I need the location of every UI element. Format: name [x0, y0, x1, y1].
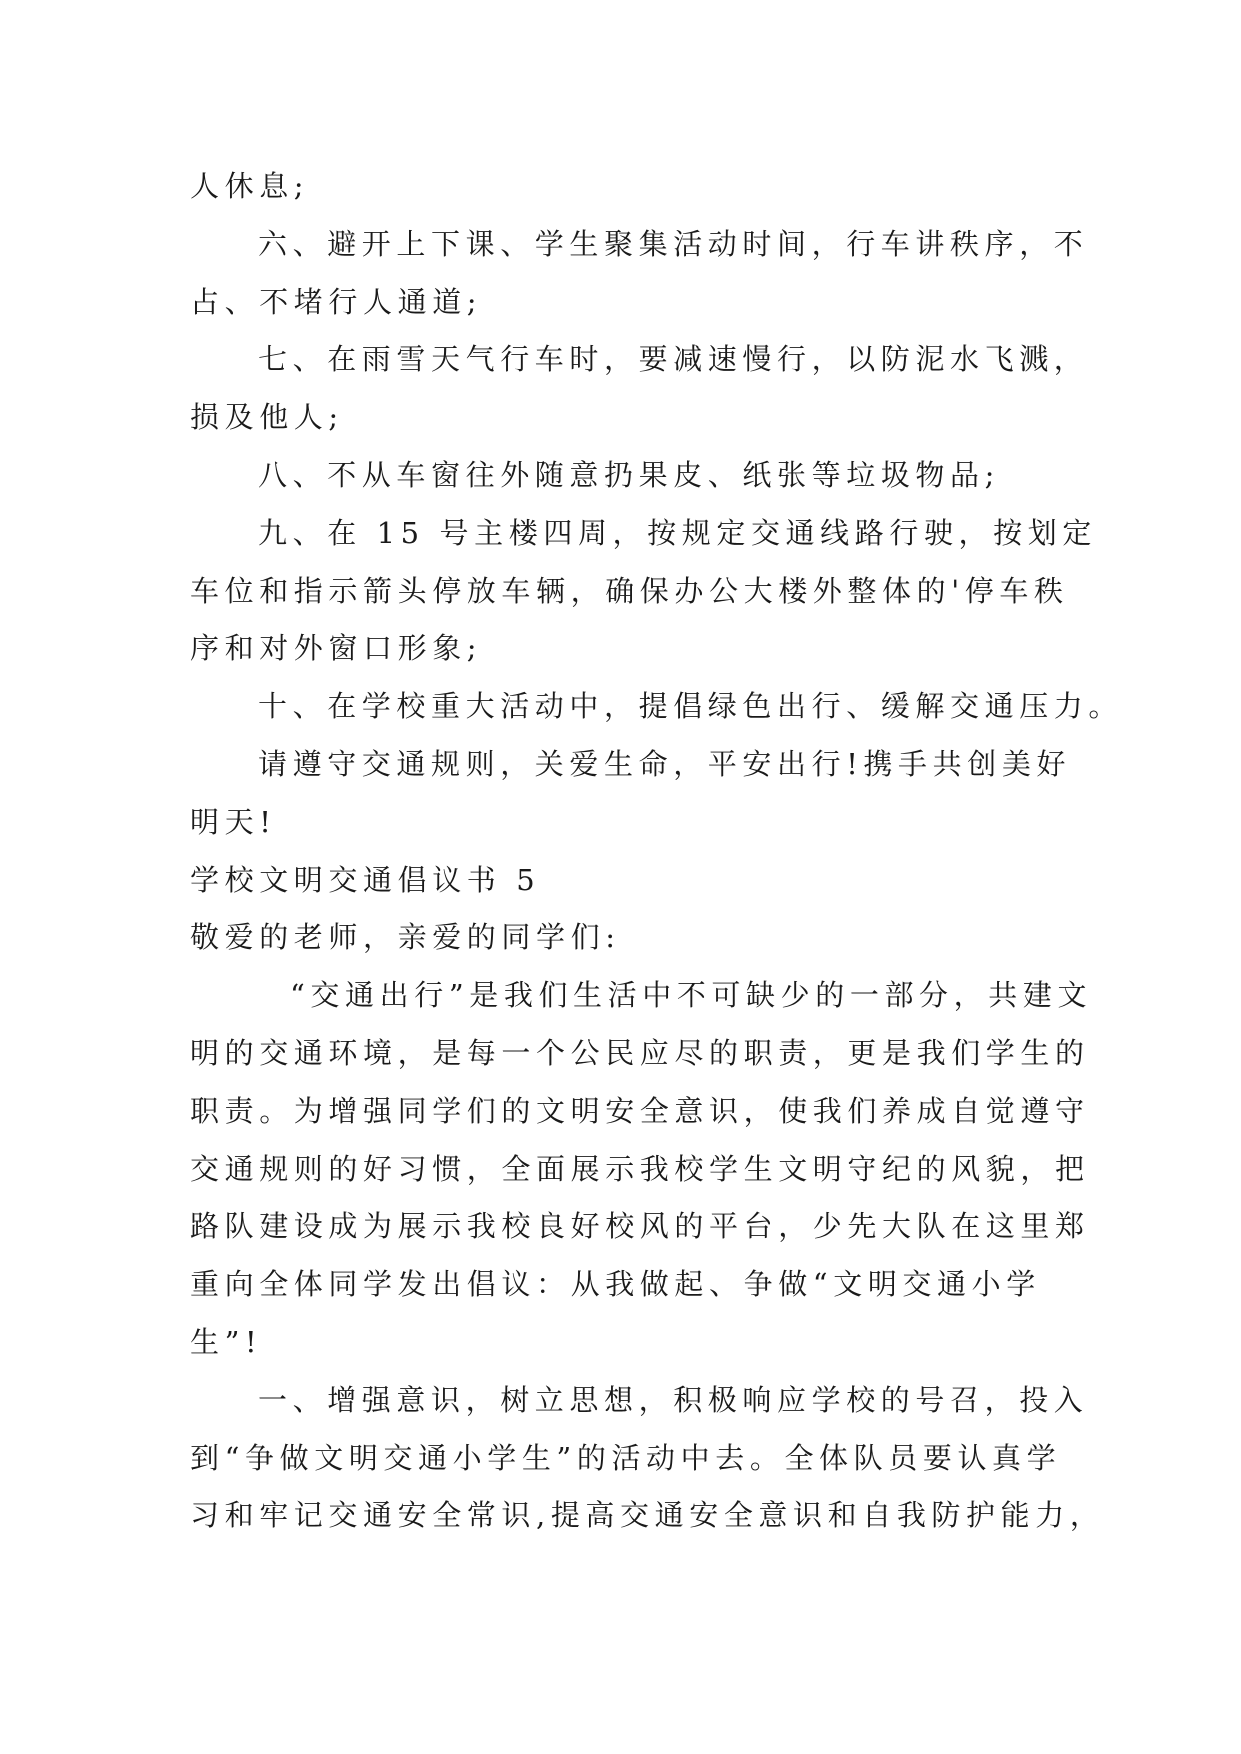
- text-line-closing: 请遵守交通规则，关爱生命，平安出行!携手共创美好: [258, 746, 1072, 781]
- text-line: 人休息;: [190, 169, 310, 203]
- text-line: 交通规则的好习惯，全面展示我校学生文明守纪的风貌，把: [190, 1151, 1090, 1186]
- text-line-item-10: 十、在学校重大活动中，提倡绿色出行、缓解交通压力。: [258, 689, 1124, 724]
- text-line-item-7: 七、在雨雪天气行车时，要减速慢行，以防泥水飞溅，: [258, 342, 1089, 377]
- text-line-item-8: 八、不从车窗往外随意扔果皮、纸张等垃圾物品;: [258, 457, 1000, 492]
- text-line: 到“争做文明交通小学生”的活动中去。全体队员要认真学: [190, 1440, 1062, 1475]
- text-line: 习和牢记交通安全常识,提高交通安全意识和自我防护能力，: [190, 1498, 1105, 1533]
- text-line-item-9: 九、在 15 号主楼四周，按规定交通线路行驶，按划定: [258, 515, 1097, 550]
- text-line: 车位和指示箭头停放车辆，确保办公大楼外整体的'停车秩: [190, 573, 1069, 608]
- text-line: 占、不堵行人通道;: [190, 284, 483, 319]
- text-line: 明天!: [190, 804, 277, 839]
- text-line-paragraph-start: “交通出行”是我们生活中不可缺少的一部分，共建文: [290, 978, 1093, 1013]
- text-line: 职责。为增强同学们的文明安全意识，使我们养成自觉遵守: [190, 1093, 1090, 1128]
- salutation: 敬爱的老师，亲爱的同学们:: [190, 920, 621, 955]
- text-line: 明的交通环境，是每一个公民应尽的职责，更是我们学生的: [190, 1035, 1090, 1070]
- text-line-item-1: 一、增强意识，树立思想，积极响应学校的号召，投入: [258, 1382, 1089, 1417]
- document-body: [190, 158, 1124, 1545]
- section-title: 学校文明交通倡议书 5: [190, 862, 541, 897]
- text-line: 序和对外窗口形象;: [190, 631, 483, 666]
- text-line-item-6: 六、避开上下课、学生聚集活动时间，行车讲秩序，不: [258, 226, 1089, 261]
- text-line: 损及他人;: [190, 400, 344, 435]
- text-line: 重向全体同学发出倡议：从我做起、争做“文明交通小学: [190, 1267, 1041, 1302]
- text-line: 路队建设成为展示我校良好校风的平台，少先大队在这里郑: [190, 1209, 1090, 1244]
- text-line: 生”!: [190, 1324, 263, 1359]
